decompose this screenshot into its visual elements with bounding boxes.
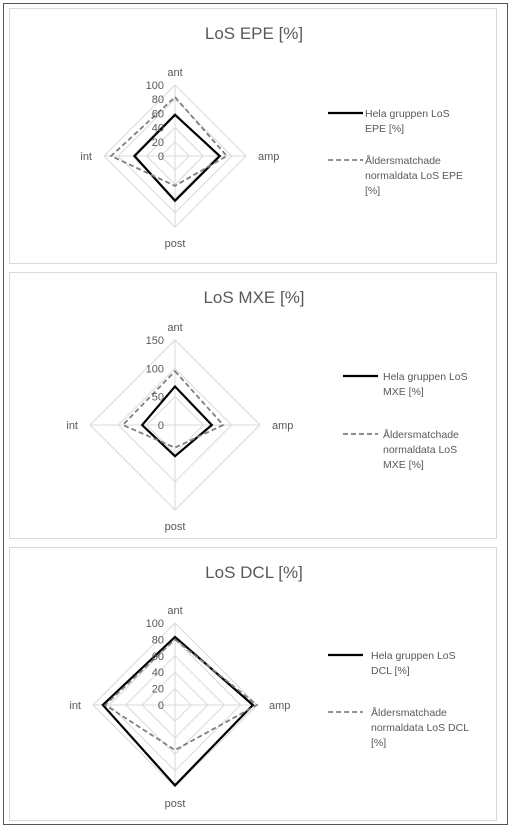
axis-label-post: post (164, 521, 186, 533)
legend-label: MXE [%] (383, 459, 424, 471)
axis-label-amp: amp (258, 151, 280, 163)
tick-label: 60 (151, 108, 164, 121)
legend-label: Åldersmatchade (383, 429, 459, 441)
tick-label: 80 (151, 94, 164, 107)
chart-title: LoS MXE [%] (203, 288, 305, 307)
tick-label: 150 (145, 335, 164, 347)
chart-panel-mxe (9, 272, 497, 539)
axis-label-ant: ant (167, 67, 183, 79)
legend-label: normaldata LoS (383, 444, 458, 456)
legend-label: DCL [%] (371, 665, 410, 677)
chart-panel-epe (9, 8, 497, 264)
tick-label: 100 (145, 618, 164, 630)
tick-label: 0 (157, 700, 164, 712)
chart-title: LoS EPE [%] (204, 24, 304, 43)
axis-label-int: int (66, 420, 78, 432)
axis-label-ant: ant (167, 322, 183, 334)
axis-label-post: post (164, 238, 186, 250)
chart-panel-dcl (9, 547, 497, 821)
tick-label: 0 (157, 151, 164, 163)
tick-label: 100 (145, 363, 164, 376)
axis-label-amp: amp (269, 700, 291, 712)
tick-label: 40 (151, 667, 164, 680)
tick-label: 20 (151, 683, 164, 696)
tick-label: 80 (151, 634, 164, 647)
legend-label: Åldersmatchade (365, 155, 441, 167)
legend-label: Hela gruppen LoS (365, 108, 450, 120)
axis-label-int: int (69, 700, 81, 712)
tick-label: 0 (157, 420, 164, 432)
series-line-aldersmatchade (123, 371, 223, 448)
axis-label-post: post (164, 798, 186, 810)
tick-label: 100 (145, 80, 164, 92)
tick-label: 50 (151, 391, 164, 404)
tick-label: 20 (151, 136, 164, 149)
legend-label: normaldata LoS EPE (365, 170, 464, 182)
series-line-aldersmatchade (111, 97, 227, 186)
legend-label: EPE [%] (365, 123, 405, 135)
legend-label: Åldersmatchade (371, 707, 447, 719)
axis-label-ant: ant (167, 605, 183, 617)
radar-chart-epe (10, 9, 498, 265)
tick-label: 60 (151, 650, 164, 663)
radar-chart-mxe (10, 273, 498, 540)
legend-label: Hela gruppen LoS (383, 371, 468, 383)
legend-label: [%] (371, 737, 387, 749)
radar-chart-dcl (10, 548, 498, 822)
tick-label: 40 (151, 122, 164, 135)
chart-title: LoS DCL [%] (205, 563, 303, 582)
legend-label: Hela gruppen LoS (371, 650, 456, 662)
axis-label-amp: amp (272, 420, 294, 432)
axis-label-int: int (80, 151, 92, 163)
legend-label: MXE [%] (383, 386, 424, 398)
legend-label: [%] (365, 185, 381, 197)
series-line-hela-gruppen (135, 115, 220, 201)
legend-label: normaldata LoS DCL (371, 722, 470, 734)
